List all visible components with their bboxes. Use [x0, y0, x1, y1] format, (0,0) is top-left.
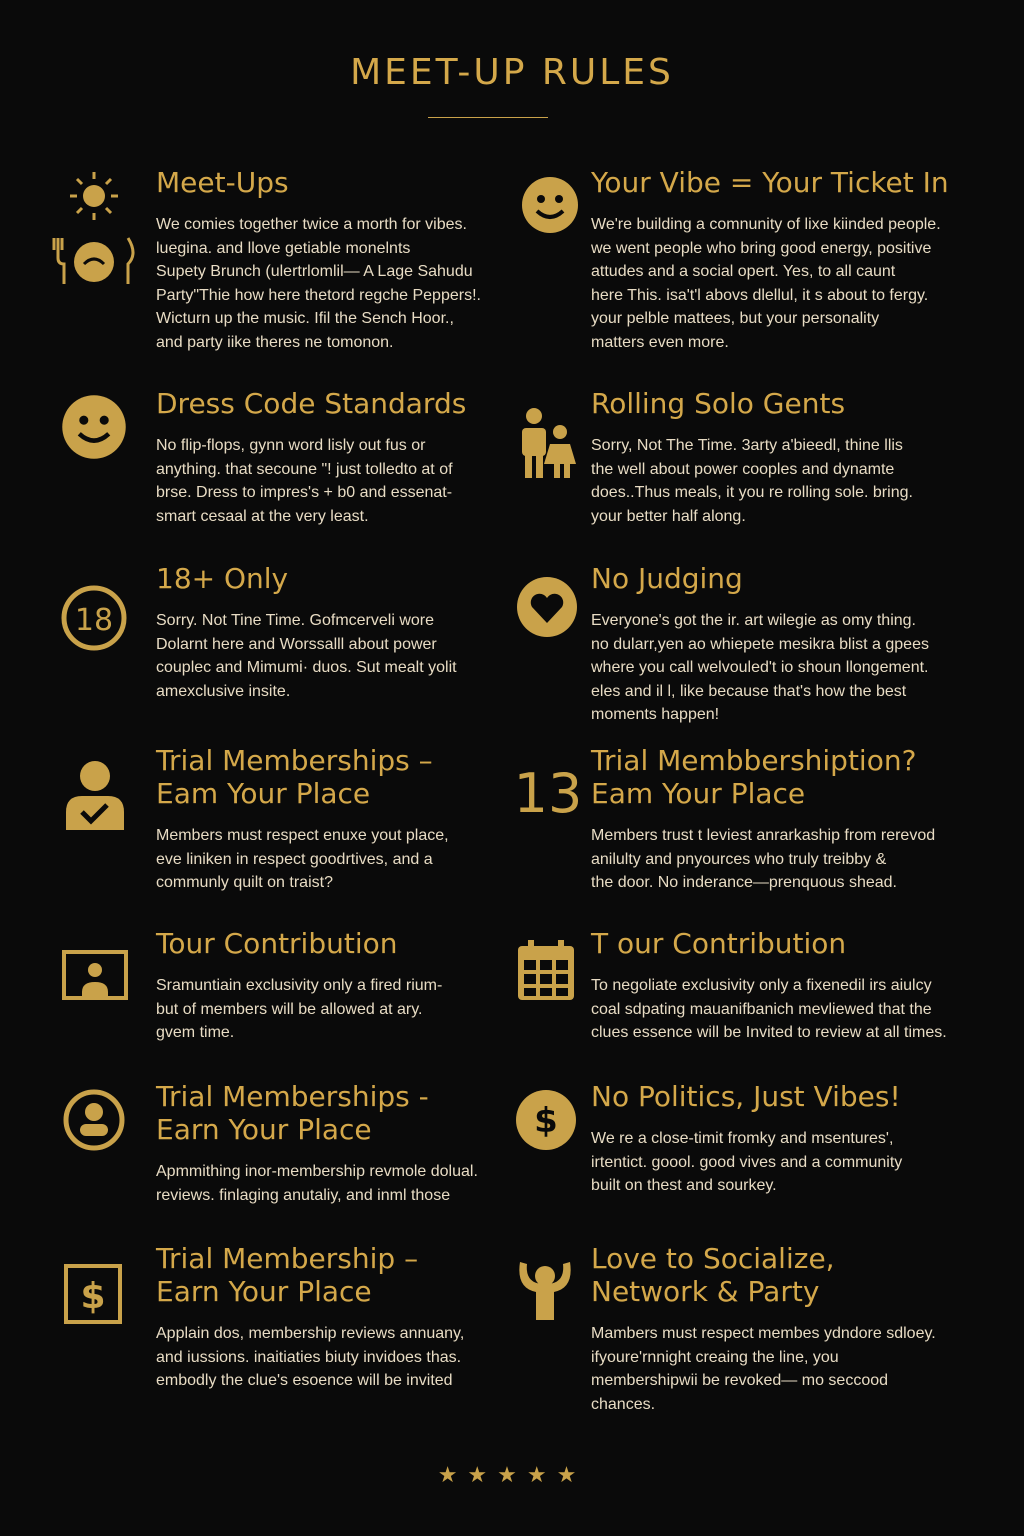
- rule-tour-contribution-2: [591, 927, 1001, 1045]
- svg-text:13: 13: [513, 762, 583, 825]
- rule-18-only: [156, 562, 556, 703]
- svg-text:$: $: [534, 1101, 558, 1141]
- heart-icon: [516, 576, 578, 638]
- rule-no-judging: [591, 562, 1001, 727]
- title-divider: [428, 117, 548, 118]
- id-card-icon: [60, 948, 130, 1002]
- rule-trial-memberships-3: [156, 1080, 556, 1207]
- rule-heading: Trial Membership – Earn Your Place: [156, 1242, 419, 1308]
- rule-trial-memberships: [156, 744, 556, 895]
- rule-body: We comies together twice a morth for vibes. luegina. and llove getiable monelnts Supety Brunch (ulertrlomlil— A Lage Sahudu Party"Thie how here thetord regche Peppers!. Wicturn up the music. Ifil the Sench Hoor., and party iike theres ne tomonon.: [156, 216, 481, 351]
- dollar-coin-icon: [514, 1088, 578, 1152]
- svg-text:$: $: [80, 1276, 106, 1317]
- rule-heading: Trial Memberships – Eam Your Place: [156, 744, 433, 810]
- rule-heading: 18+ Only: [156, 562, 289, 595]
- user-circle-icon: [62, 1088, 126, 1152]
- rule-heading: Love to Socialize, Network & Party: [591, 1242, 835, 1308]
- smiley-icon: [60, 393, 128, 461]
- rule-heading: No Judging: [591, 562, 743, 595]
- rule-heading: Trial Membbershiption? Eam Your Place: [591, 744, 917, 810]
- rule-heading: Rolling Solo Gents: [591, 387, 846, 420]
- calendar-icon: [516, 938, 576, 1002]
- rule-body: To negoliate exclusivity only a fixenedil irs aiulcy coal sdpating mauanifbanich mevliewed that the clues essence will be Invited to review at all times.: [591, 977, 947, 1041]
- rule-tour-contribution: [156, 927, 556, 1045]
- sun-and-plate-icon: [48, 168, 144, 288]
- rule-body: Everyone's got the ir. art wilegie as omy thing. no dularr,yen ao whiepete mesikra blist a gpees where you call welvouled't io shoun llongement. eles and il l, like because that's how the best moments happen!: [591, 612, 929, 723]
- user-check-icon: [64, 760, 126, 830]
- rule-body: We're building a comnunity of lixe kiinded people. we went people who bring good energy, positive attudes and a social opert. Yes, to all caunt here This. isa't'l abovs dlellul, it s about to fergy. your pelble mattees, but your personality matters even more.: [591, 216, 941, 351]
- rule-body: Sorry, Not The Time. 3arty a'bieedl, thine llis the well about power cooples and dynamte does..Thus meals, it you re rolling sole. bring. your better half along.: [591, 437, 913, 525]
- rule-heading: Tour Contribution: [156, 927, 398, 960]
- rule-trial-membership-2: [591, 744, 991, 895]
- couple-icon: [516, 406, 580, 480]
- star-rating-icon: ★★★★★: [437, 1462, 587, 1487]
- rule-body: No flip-flops, gynn word lisly out fus or anything. that secoune "! just tolledto at of brse. Dress to impres's + b0 and essenat- smart cesaal at the very least.: [156, 437, 453, 525]
- rule-heading: Dress Code Standards: [156, 387, 467, 420]
- rule-meet-ups: [156, 166, 556, 354]
- rule-body: Mambers must respect membes ydndore sdloey. ifyoure'rnnight creaing the line, you membershipwii be revoked— mo seccood chances.: [591, 1325, 936, 1413]
- svg-text:18: 18: [74, 603, 114, 638]
- rule-heading: No Politics, Just Vibes!: [591, 1080, 901, 1113]
- number-13-icon: [513, 760, 583, 825]
- rule-your-vibe: [591, 166, 1001, 354]
- rule-body: Apmmithing inor-membership revmole dolual. reviews. finlaging anutaliy, and inml those: [156, 1163, 478, 1204]
- rule-no-politics: [591, 1080, 991, 1198]
- rule-heading: Meet-Ups: [156, 166, 289, 199]
- rule-dress-code: [156, 387, 556, 528]
- age-18-icon: [60, 584, 128, 652]
- raised-arms-icon: [514, 1256, 576, 1322]
- rule-heading: Your Vibe = Your Ticket In: [591, 166, 949, 199]
- rule-body: Applain dos, membership reviews annuany, and iussions. inaitiaties biuty invidoes thas. embodly the clue's esoence will be invited: [156, 1325, 465, 1389]
- smiley-icon: [520, 175, 580, 235]
- page-title: MEET-UP RULES: [350, 52, 674, 93]
- rule-body: Sramuntiain exclusivity only a fired rium- but of members will be allowed at ary. gvem time.: [156, 977, 443, 1041]
- rule-rolling-solo: [591, 387, 991, 528]
- rule-heading: T our Contribution: [591, 927, 847, 960]
- rule-body: Members trust t leviest anrarkaship from rerevod anilulty and pnyources who truly treibby & the door. No inderance—prenquous shead.: [591, 827, 936, 891]
- rule-body: Sorry. Not Tine Time. Gofmcerveli wore Dolarnt here and Worssalll about power couplec and Mimumi· duos. Sut mealt yolit amexclusive insite.: [156, 612, 457, 700]
- rule-love-to-socialize: [591, 1242, 991, 1416]
- dollar-frame-icon: [62, 1262, 124, 1326]
- rule-body: We re a close-timit fromky and msentures', irtentict. goool. good vives and a community built on thest and sourkey.: [591, 1130, 903, 1194]
- rule-heading: Trial Memberships - Earn Your Place: [156, 1080, 429, 1146]
- rule-trial-membership-4: [156, 1242, 556, 1393]
- rule-body: Members must respect enuxe yout place, eve liniken in respect goodrtives, and a communly quilt on traist?: [156, 827, 449, 891]
